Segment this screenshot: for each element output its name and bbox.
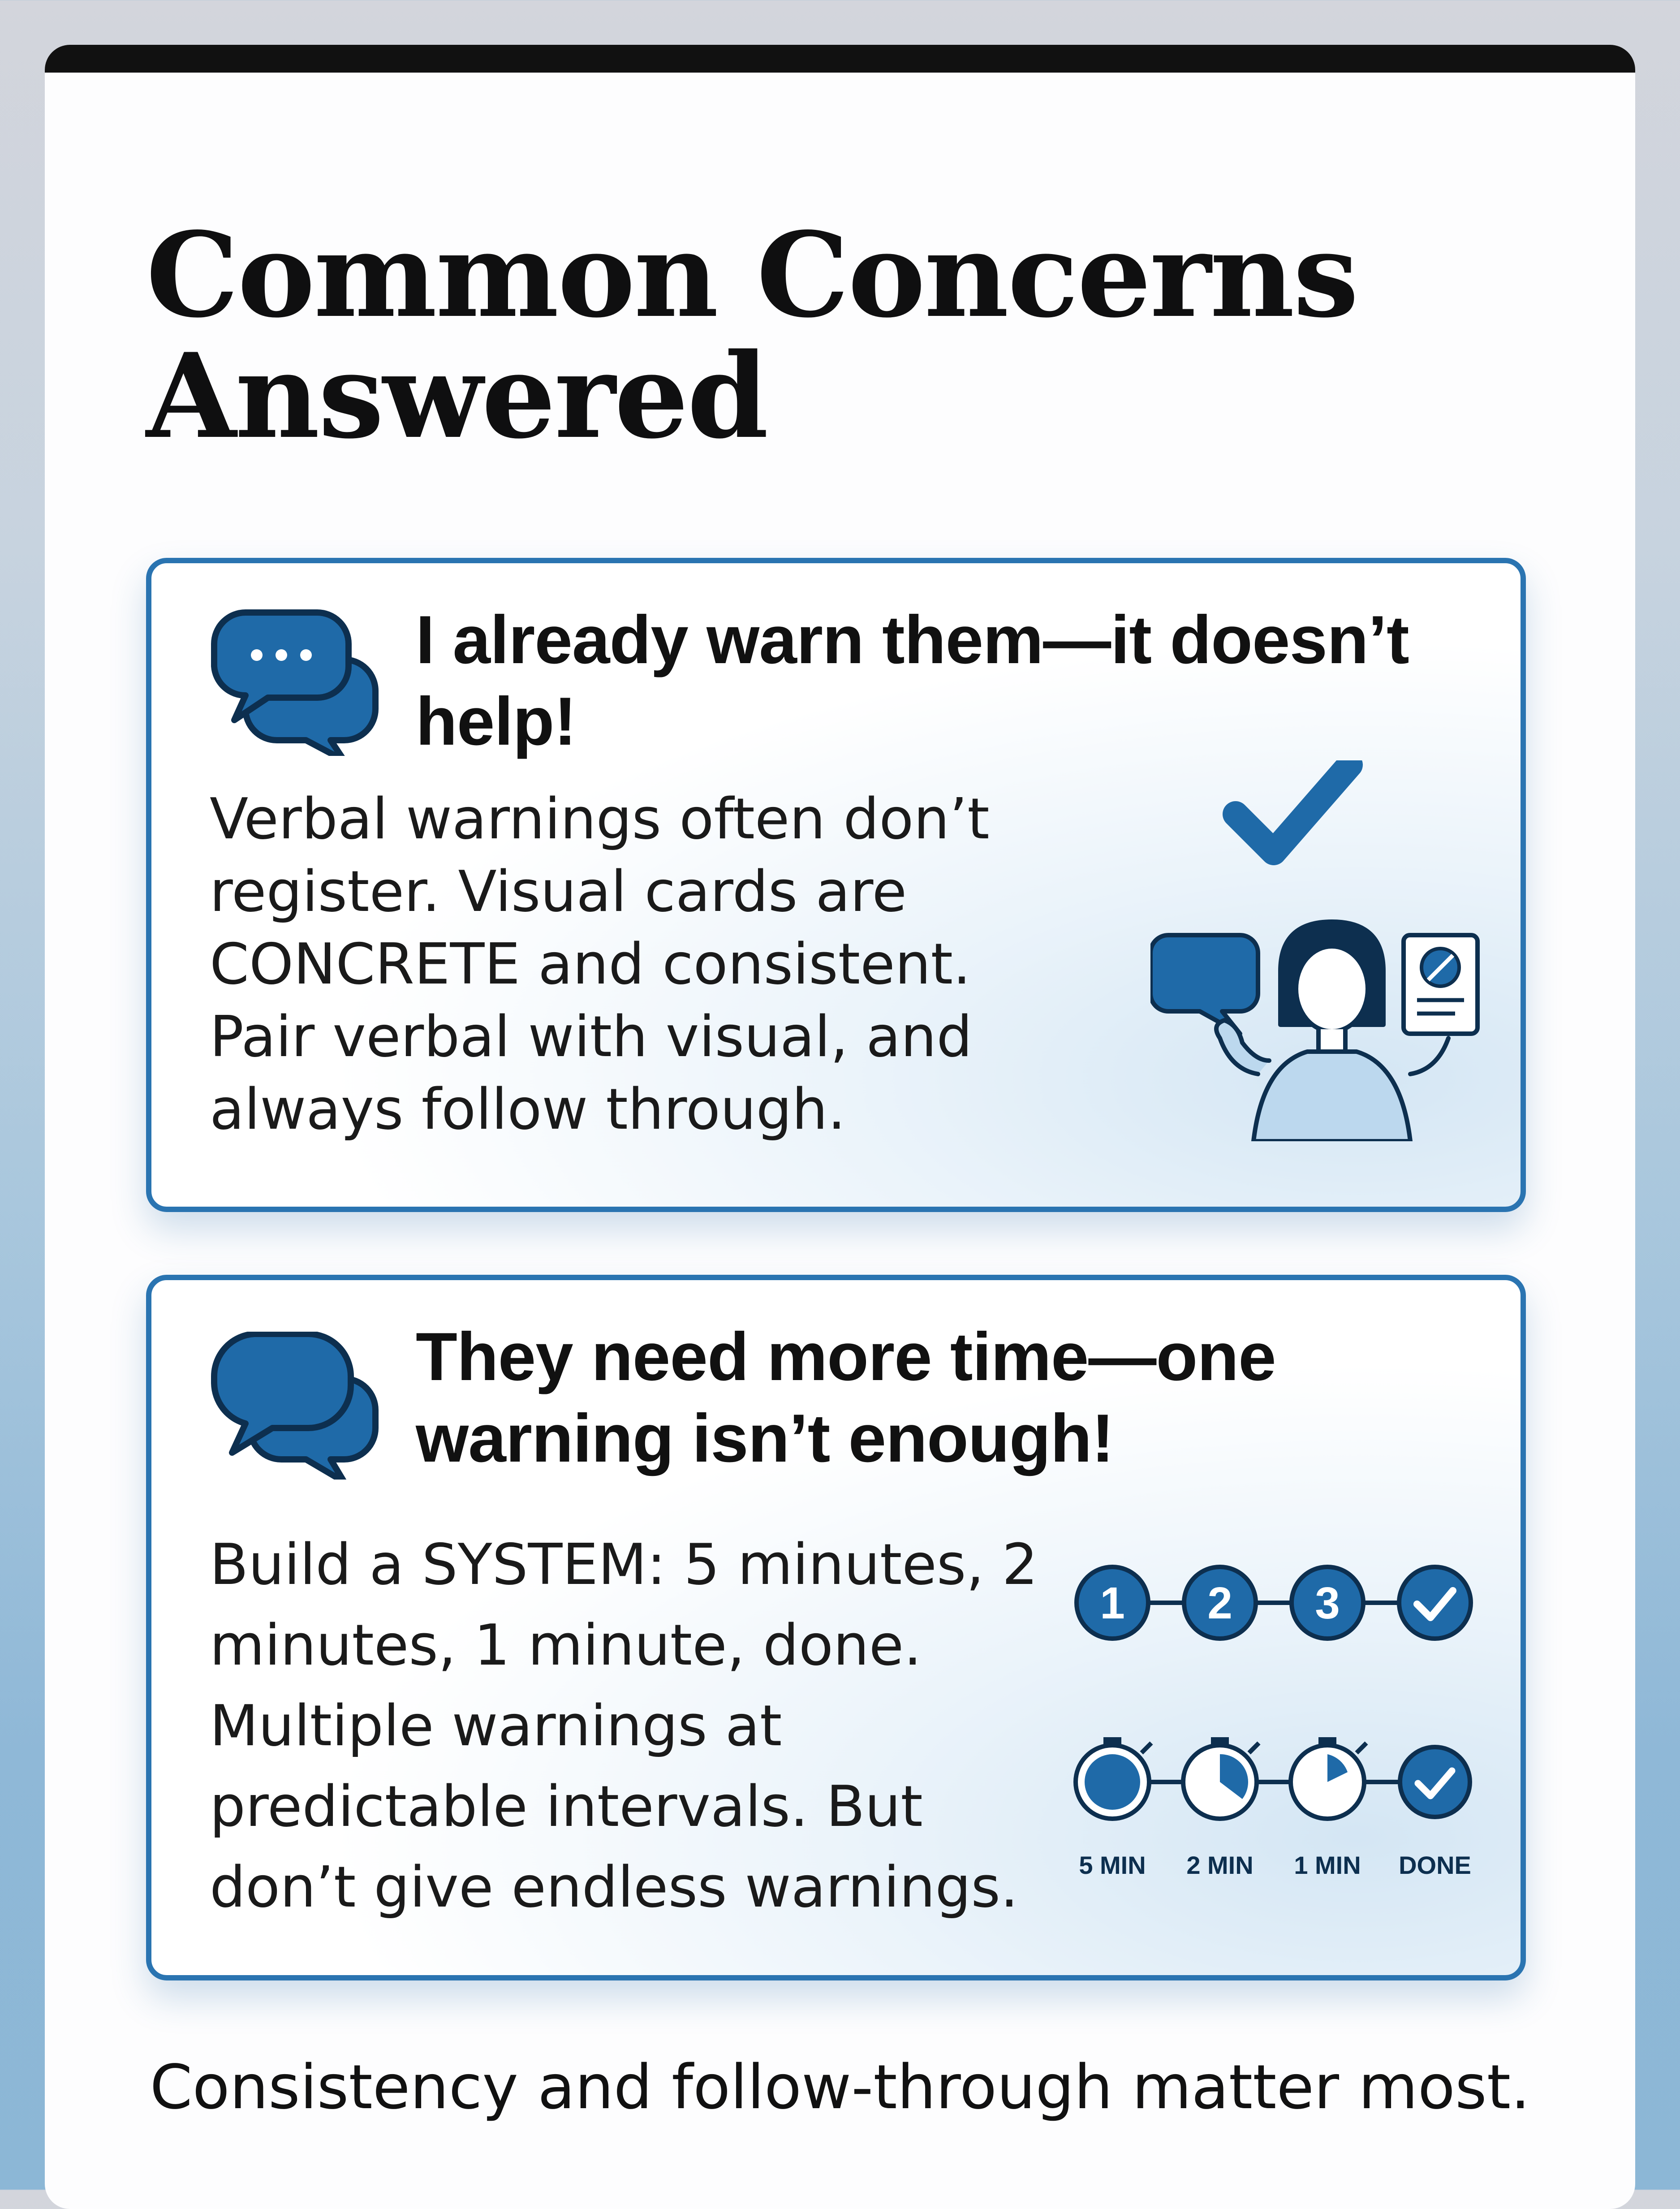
done-check-icon bbox=[1400, 1747, 1470, 1817]
concern-answer: Verbal warnings often don’t register. Visual cards are CONCRETE and consistent. Pair verbal with visual, and always follow through. bbox=[210, 786, 990, 1142]
caregiver-visual-card-illustration bbox=[1150, 760, 1504, 1141]
step-number: 1 bbox=[1100, 1578, 1125, 1628]
checkmark-icon bbox=[1236, 765, 1350, 852]
card-top-bar bbox=[45, 45, 1635, 73]
stopwatch-full-icon bbox=[1076, 1737, 1151, 1819]
step-number: 2 bbox=[1207, 1578, 1232, 1628]
step-circle bbox=[1184, 1567, 1256, 1639]
concern-card-warnings bbox=[146, 558, 1526, 1212]
concern-question: I already warn them—it doesn’t help! bbox=[416, 602, 1409, 759]
timer-label: 2 MIN bbox=[1186, 1851, 1254, 1879]
footer-note: Consistency and follow-through matter most. bbox=[150, 2052, 1530, 2123]
timer-label: DONE bbox=[1399, 1851, 1471, 1879]
concern-answer: Build a SYSTEM: 5 minutes, 2 minutes, 1 minute, done. Multiple warnings at predictable intervals. But don’t give endless warnings. bbox=[210, 1532, 1038, 1920]
timer-label: 5 MIN bbox=[1079, 1851, 1146, 1879]
page-title: Common Concerns Answered bbox=[146, 207, 1358, 465]
speech-bubble-icon bbox=[1150, 935, 1258, 1034]
speech-bubbles-ellipsis-icon bbox=[210, 608, 384, 756]
warning-steps-illustration bbox=[1070, 1556, 1495, 1905]
speech-bubbles-icon bbox=[210, 1332, 384, 1480]
done-check-icon bbox=[1399, 1567, 1471, 1639]
timer-label: 1 MIN bbox=[1294, 1851, 1361, 1879]
step-circle bbox=[1077, 1567, 1148, 1639]
stopwatch-small-icon bbox=[1291, 1737, 1366, 1819]
visual-card-icon bbox=[1404, 935, 1478, 1034]
concern-card-more-time bbox=[146, 1275, 1526, 1980]
content-card bbox=[45, 45, 1635, 2209]
step-number: 3 bbox=[1315, 1578, 1340, 1628]
stopwatch-partial-icon bbox=[1183, 1737, 1259, 1819]
concern-question: They need more time—one warning isn’t enough! bbox=[416, 1319, 1276, 1476]
step-circle bbox=[1292, 1567, 1363, 1639]
